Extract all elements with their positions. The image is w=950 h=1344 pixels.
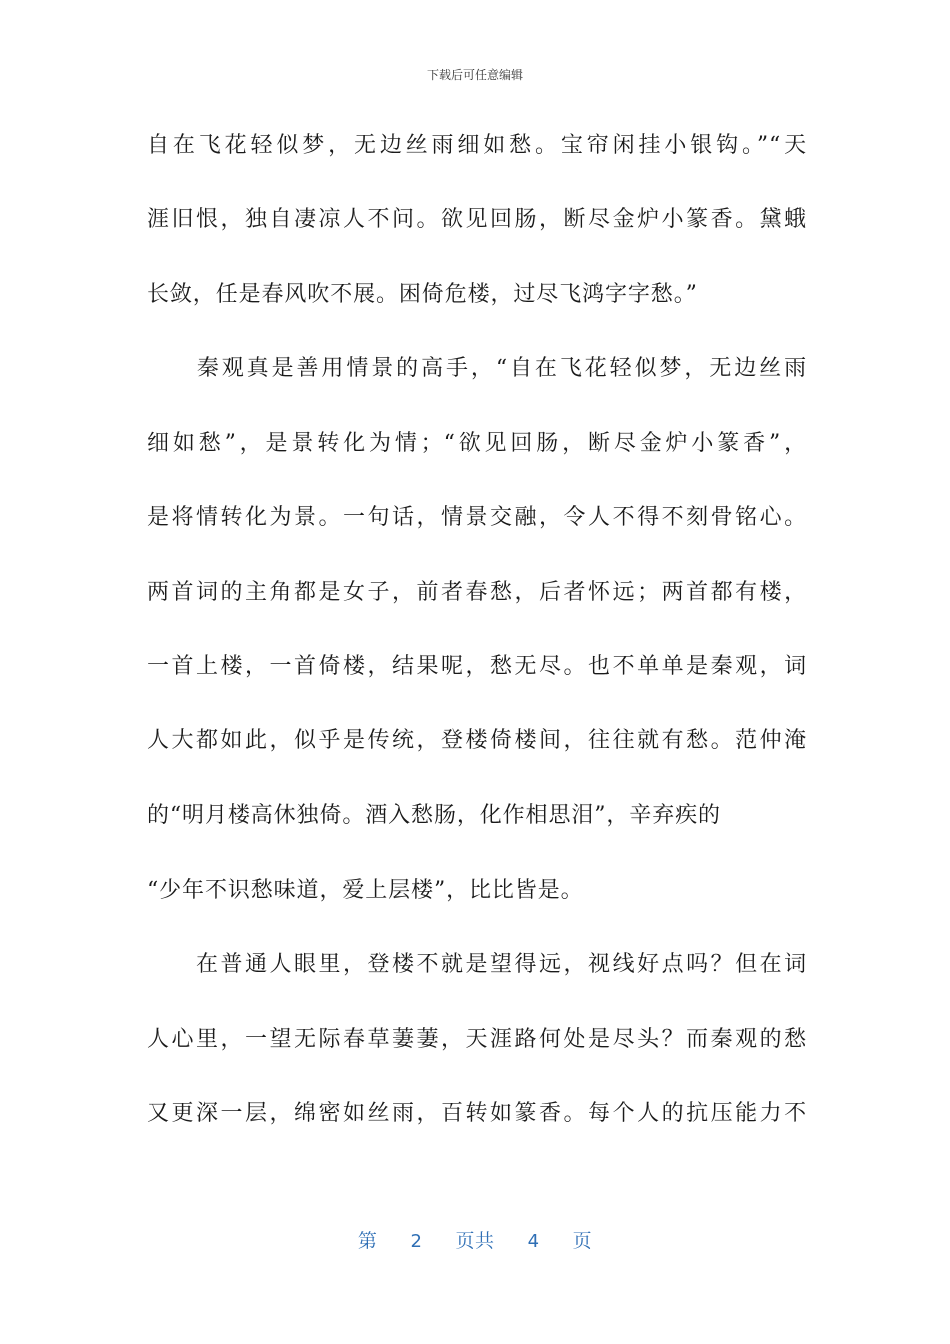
text-line: 自在飞花轻似梦，无边丝雨细如愁。宝帘闲挂小银钩。”“天 (147, 133, 807, 158)
text-line: 的“明月楼高休独倚。酒入愁肠，化作相思泪”，辛弃疾的 (147, 803, 721, 828)
footer-suffix: 页 (572, 1230, 593, 1252)
text-line: 是将情转化为景。一句话，情景交融，令人不得不刻骨铭心。 (147, 505, 807, 530)
text-line: 人大都如此，似乎是传统，登楼倚楼间，往往就有愁。范仲淹 (147, 728, 807, 753)
text-line: 涯旧恨，独自凄凉人不问。欲见回肠，断尽金炉小篆香。黛蛾 (147, 207, 807, 232)
text-line: 细如愁”，是景转化为情；“欲见回肠，断尽金炉小篆香”， (147, 431, 807, 456)
text-line: 两首词的主角都是女子，前者春愁，后者怀远；两首都有楼， (147, 580, 807, 605)
current-page-number: 2 (410, 1231, 423, 1252)
text-line: 又更深一层，绵密如丝雨，百转如篆香。每个人的抗压能力不 (147, 1101, 807, 1126)
footer-middle: 页共 (455, 1230, 495, 1252)
text-line: “少年不识愁味道，爱上层楼”，比比皆是。 (147, 878, 584, 903)
text-line: 秦观真是善用情景的高手，“自在飞花轻似梦，无边丝雨 (147, 356, 807, 381)
page-number-footer (0, 1226, 950, 1253)
text-line: 人心里，一望无际春草萋萋，天涯路何处是尽头？而秦观的愁 (147, 1027, 807, 1052)
text-line: 长敛，任是春风吹不展。困倚危楼，过尽飞鸿字字愁。” (147, 282, 698, 307)
total-page-number: 4 (527, 1231, 540, 1252)
footer-prefix: 第 (357, 1230, 378, 1252)
text-line: 一首上楼，一首倚楼，结果呢，愁无尽。也不单单是秦观，词 (147, 654, 807, 679)
page-header: 下载后可任意编辑 (426, 68, 523, 82)
text-line: 在普通人眼里，登楼不就是望得远，视线好点吗？但在词 (147, 952, 807, 977)
